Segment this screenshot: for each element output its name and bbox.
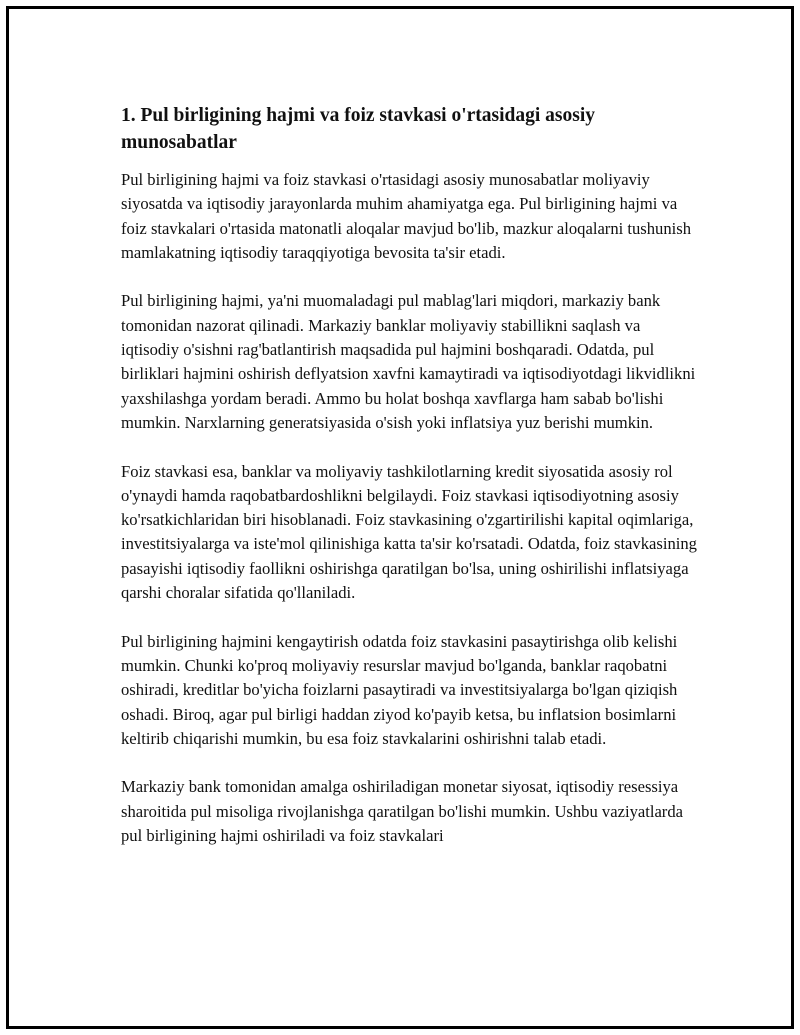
page-frame bbox=[6, 6, 794, 1029]
document-body bbox=[121, 97, 701, 873]
paragraph-2: Pul birligining hajmi, ya'ni muomaladagi pul mablag'lari miqdori, markaziy bank tomonidan nazorat qilinadi. Markaziy banklar moliyaviy stabillikni saqlash va iqtisodiy o'sishni rag'batlantirish maqsadida pul hajmini boshqaradi. Odatda, pul birliklari hajmini oshirish deflyatsion xavfni kamaytiradi va iqtisodiyotdagi likvidlikni yaxshilashga yordam beradi. Ammo bu holat boshqa xavflarga ham sabab bo'lishi mumkin. Narxlarning generatsiyasida o'sish yoki inflatsiya yuz berishi mumkin. bbox=[121, 291, 696, 432]
paragraph-1: Pul birligining hajmi va foiz stavkasi o'rtasidagi asosiy munosabatlar moliyaviy siyosatda va iqtisodiy jarayonlarda muhim ahamiyatga ega. Pul birligining hajmi va foiz stavkalari o'rtasida matonatli aloqalar mavjud bo'lib, mazkur aloqalarni tushunish mamlakatning iqtisodiy taraqqiyotiga bevosita ta'sir etadi. bbox=[121, 170, 692, 262]
section-heading: 1. Pul birligining hajmi va foiz stavkasi o'rtasidagi asosiy munosabatlar bbox=[121, 105, 596, 153]
paragraph-5: Markaziy bank tomonidan amalga oshiriladigan monetar siyosat, iqtisodiy resessiya sharoitida pul misoliga rivojlanishga qaratilgan bo'lishi mumkin. Ushbu vaziyatlarda pul birligining hajmi oshiriladi va foiz stavkalari bbox=[121, 777, 683, 846]
paragraph-3: Foiz stavkasi esa, banklar va moliyaviy tashkilotlarning kredit siyosatida asosiy rol o'ynaydi hamda raqobatbardoshlikni belgilaydi. Foiz stavkasi iqtisodiyotning asosiy ko'rsatkichlaridan biri hisoblanadi. Foiz stavkasining o'zgartirilishi kapital oqimlariga, investitsiyalarga va iste'mol qilinishiga katta ta'sir ko'rsatadi. Odatda, foiz stavkasining pasayishi iqtisodiy faollikni oshirishga qaratilgan bo'lsa, uning oshirilishi inflatsiyaga qarshi choralar sifatida qo'llaniladi. bbox=[121, 461, 697, 603]
paragraph-4: Pul birligining hajmini kengaytirish odatda foiz stavkasini pasaytirishga olib kelishi mumkin. Chunki ko'proq moliyaviy resurslar mavjud bo'lganda, banklar raqobatni oshiradi, kreditlar bo'yicha foizlarni pasaytiradi va investitsiyalarga bo'lgan qiziqish oshadi. Biroq, agar pul birligi haddan ziyod ko'payib ketsa, bu inflatsion bosimlarni keltirib chiqarishi mumkin, bu esa foiz stavkalarini oshirishni talab etadi. bbox=[121, 631, 678, 748]
